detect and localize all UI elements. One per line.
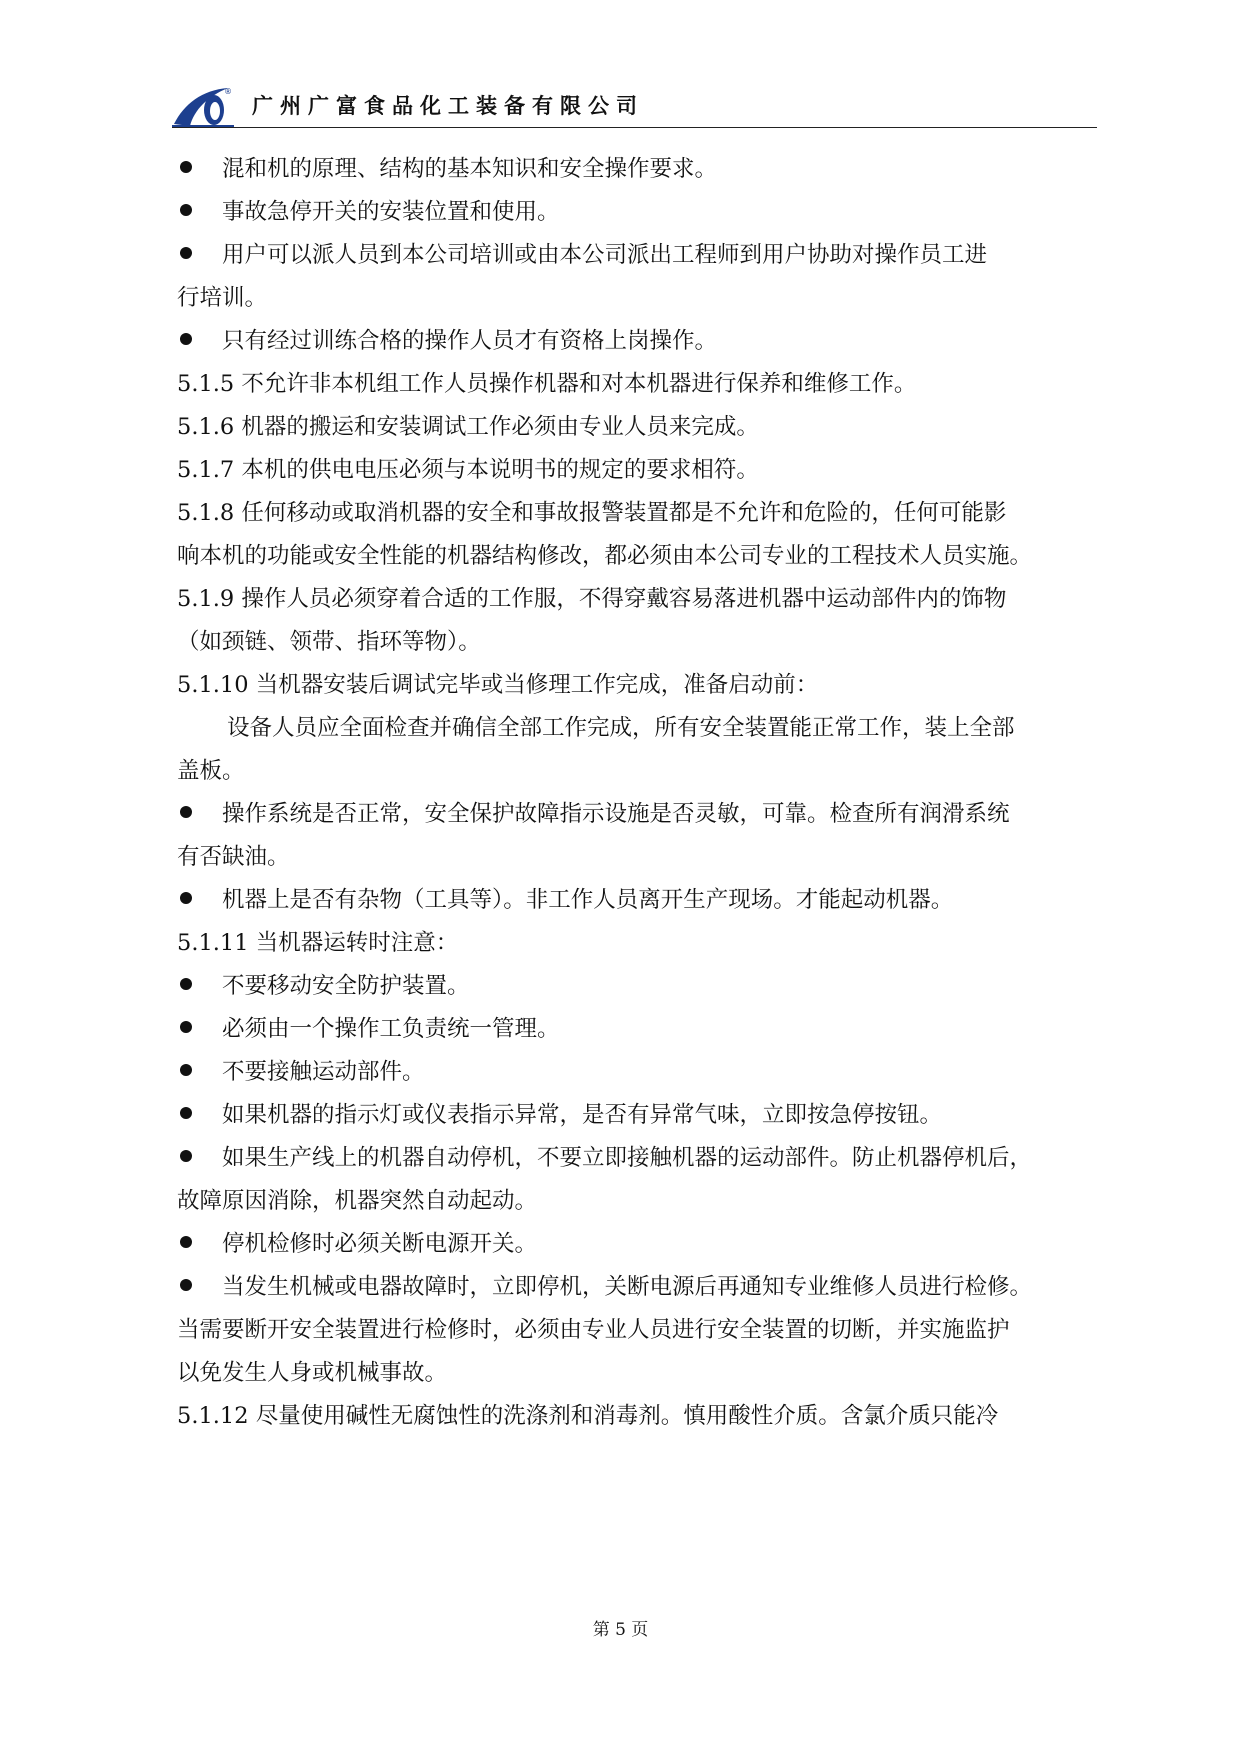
bullet-icon <box>180 1064 192 1076</box>
text-line: 5.1.9 操作人员必须穿着合适的工作服，不得穿戴容易落进机器中运动部件内的饰物 <box>177 586 1007 612</box>
text-line: 5.1.12 尽量使用碱性无腐蚀性的洗涤剂和消毒剂。慎用酸性介质。含氯介质只能冷 <box>177 1403 999 1429</box>
bullet-item: 只有经过训练合格的操作人员才有资格上岗操作。 <box>177 326 717 356</box>
bullet-item: 不要移动安全防护装置。 <box>177 971 470 1001</box>
bullet-item: 必须由一个操作工负责统一管理。 <box>177 1014 560 1044</box>
text-line: 行培训。 <box>177 285 268 311</box>
text-line: 5.1.5 不允许非本机组工作人员操作机器和对本机器进行保养和维修工作。 <box>177 371 917 397</box>
page-number: 第 5 页 <box>592 1620 649 1640</box>
bullet-icon <box>180 333 192 345</box>
bullet-icon <box>180 204 192 216</box>
bullet-item: 如果生产线上的机器自动停机，不要立即接触机器的运动部件。防止机器停机后， <box>177 1143 1032 1173</box>
text-line: 有否缺油。 <box>177 844 290 870</box>
bullet-icon <box>180 1236 192 1248</box>
text-line: 盖板。 <box>177 758 245 784</box>
bullet-icon <box>180 247 192 259</box>
bullet-item: 当发生机械或电器故障时，立即停机，关断电源后再通知专业维修人员进行检修。 <box>177 1272 1032 1302</box>
bullet-item: 混和机的原理、结构的基本知识和安全操作要求。 <box>177 154 717 184</box>
company-name: 广州广富食品化工装备有限公司 <box>252 94 644 118</box>
bullet-icon <box>180 1021 192 1033</box>
text-line: 5.1.11 当机器运转时注意： <box>177 930 459 956</box>
text-line: 响本机的功能或安全性能的机器结构修改，都必须由本公司专业的工程技术人员实施。 <box>177 543 1033 569</box>
text-line: 故障原因消除，机器突然自动起动。 <box>177 1188 538 1214</box>
bullet-item: 操作系统是否正常，安全保护故障指示设施是否灵敏，可靠。检查所有润滑系统 <box>177 799 1010 829</box>
bullet-item: 不要接触运动部件。 <box>177 1057 425 1087</box>
text-line: 5.1.8 任何移动或取消机器的安全和事故报警装置都是不允许和危险的，任何可能影 <box>177 500 1007 526</box>
text-line: （如颈链、领带、指环等物）。 <box>177 629 481 655</box>
bullet-icon <box>180 978 192 990</box>
page-header <box>172 80 1097 128</box>
header-divider <box>172 127 1097 129</box>
text-line: 5.1.7 本机的供电电压必须与本说明书的规定的要求相符。 <box>177 457 759 483</box>
text-line: 以免发生人身或机械事故。 <box>177 1360 448 1386</box>
bullet-item: 停机检修时必须关断电源开关。 <box>177 1229 537 1259</box>
bullet-icon <box>180 892 192 904</box>
company-logo-icon <box>172 84 234 128</box>
svg-text:®: ® <box>224 87 232 96</box>
text-line: 5.1.6 机器的搬运和安装调试工作必须由专业人员来完成。 <box>177 414 759 440</box>
text-line: 设备人员应全面检查并确信全部工作完成，所有安全装置能正常工作，装上全部 <box>227 715 1015 741</box>
bullet-item: 如果机器的指示灯或仪表指示异常，是否有异常气味，立即按急停按钮。 <box>177 1100 942 1130</box>
bullet-icon <box>180 1150 192 1162</box>
bullet-icon <box>180 161 192 173</box>
bullet-item: 事故急停开关的安装位置和使用。 <box>177 197 560 227</box>
bullet-icon <box>180 1107 192 1119</box>
bullet-item: 机器上是否有杂物（工具等）。非工作人员离开生产现场。才能起动机器。 <box>177 885 953 915</box>
bullet-icon <box>180 1279 192 1291</box>
bullet-item: 用户可以派人员到本公司培训或由本公司派出工程师到用户协助对操作员工进 <box>177 240 987 270</box>
text-line: 当需要断开安全装置进行检修时，必须由专业人员进行安全装置的切断，并实施监护 <box>177 1317 1010 1343</box>
bullet-icon <box>180 806 192 818</box>
text-line: 5.1.10 当机器安装后调试完毕或当修理工作完成，准备启动前： <box>177 672 819 698</box>
